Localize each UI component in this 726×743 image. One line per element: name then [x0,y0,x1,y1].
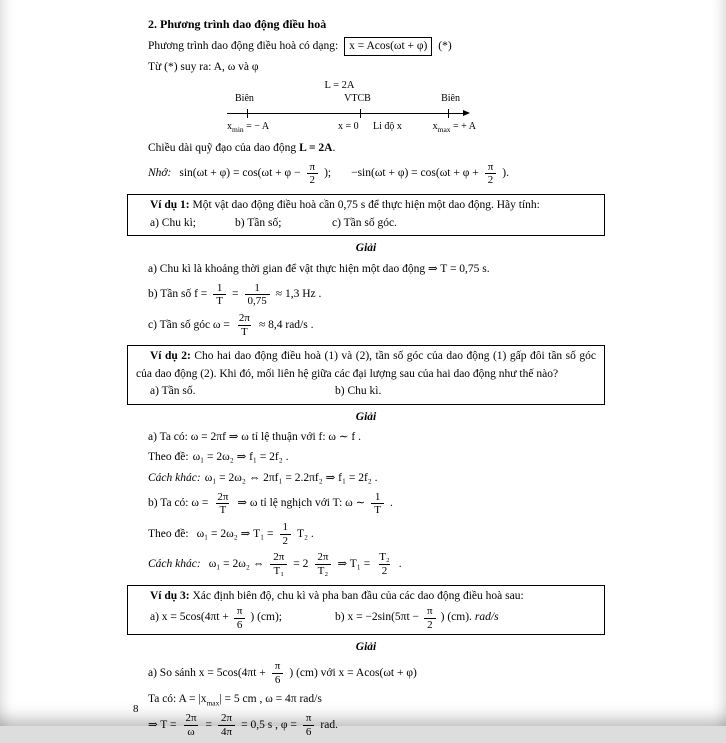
vd3-a-end: ) (cm); [250,611,282,624]
page-number: 8 [133,703,139,715]
vd3-solution-2 [148,691,605,709]
equation-intro-text: Phương trình dao động điều hoà có dạng: [148,40,339,52]
vd2-b1-text: b) Ta có: ω = [148,497,209,510]
fraction-denominator: T₂ [315,564,332,578]
fraction-1-over-075 [245,282,270,308]
vd1-solution-a: a) Chu kì là khoảng thời gian để vật thực hiện một dao động ⇒ T = 0,75 s. [148,262,490,275]
fraction-numerator: 2π [185,712,197,725]
fraction-denominator: T [216,503,229,517]
giai-heading-1: Giải [355,242,377,255]
vd2-b3-arrow: ⇒ T₁ = [337,557,371,570]
trajectory-text: Chiều dài quỹ đạo của dao động [148,141,300,154]
vd1-b-equals: = [232,288,239,301]
vd3-s1-text: a) So sánh x = 5cos(4πt + [148,666,266,679]
fraction-denominator: 2 [424,618,436,632]
vd2-solution-a3 [148,470,605,487]
diagram-bien-right-label: Biên [441,92,460,104]
equation-star: (*) [438,40,452,52]
nho-identity-line [148,161,605,187]
vd3-a-text: a) x = 5cos(4πt + [150,611,229,624]
diagram-lido-label: Li độ x [373,120,402,132]
diagram-axis-line [227,113,465,114]
example-1-item-a: a) Chu kì; [150,216,196,229]
vd1-c-text: c) Tần số góc ω = [148,318,230,331]
example-2-item-a: a) Tần số. [150,385,196,398]
fraction-denominator: 2 [307,173,319,187]
fraction-pi-over-2 [485,161,497,187]
fraction-denominator: 2 [280,534,292,548]
vd3-solution-3 [148,712,605,738]
diagram-bien-left-label: Biên [235,92,254,104]
fraction-pi-over-2 [307,161,319,187]
theo-de-label: Theo đề: [148,527,189,540]
equation-line [148,37,605,56]
vd3-s2-text: Ta có: A = |x [148,692,207,705]
diagram-x0-label: x = 0 [338,120,359,132]
fraction-denominator: 6 [234,618,246,632]
fraction-2pi-over-T [214,491,231,517]
fraction-1-over-2 [280,521,292,547]
page-content [127,13,605,743]
example-1-body: Một vật dao động điều hoà cần 0,75 s để thực hiện một dao động. Hãy tính: [189,199,540,212]
xmin-symbol: x [227,120,232,132]
oscillation-axis-diagram [227,79,476,137]
vd2-b1-end: . [389,497,393,510]
fraction-numerator: 2π [217,490,229,503]
vd2-a3-text: ω₁ = 2ω₂ ⇔ 2πf₁ = 2.2πf₂ ⇒ f₁ = 2f₂ . [204,471,378,484]
vd3-b-end: ) (cm). [440,611,472,624]
fraction-numerator: π [305,712,312,725]
cach-khac-label: Cách khác: [148,471,201,484]
vd1-b-result: ≈ 1,3 Hz . [275,288,322,301]
diagram-length-label: L = 2A [324,79,355,91]
theo-de-label: Theo đề: [148,451,189,464]
cach-khac-label: Cách khác: [148,557,201,570]
example-3-statement [136,588,596,605]
vd2-solution-b3 [148,551,605,577]
fraction-denominator: 2 [485,173,497,187]
nho-eq1-close: ); [324,167,332,180]
giai-heading-2: Giải [355,410,377,423]
fraction-numerator: π [487,160,494,173]
vd3-s2-end: | = 5 cm , ω = 4π rad/s [219,692,322,705]
trajectory-end: . [332,141,336,154]
fraction-denominator: T [371,503,384,517]
xmin-subscript: min [232,124,244,134]
vd3-s3-end: rad. [320,718,338,731]
trajectory-length-line [148,140,605,157]
vd2-solution-b1 [148,491,605,517]
fraction-denominator: 0,75 [245,294,270,308]
vd2-b3-text: ω₁ = 2ω₂ ⇔ [208,557,265,570]
fraction-1-over-T [371,491,384,517]
fraction-numerator: π [427,604,433,617]
fraction-numerator: π [236,604,243,617]
fraction-denominator: 6 [272,673,284,687]
fraction-T2-over-2 [376,551,393,577]
from-star-line: Từ (*) suy ra: A, ω và φ [148,61,259,74]
diagram-vtcb-label: VTCB [344,92,371,104]
vd2-b3-end: . [398,557,402,570]
vd3-s3-text: ⇒ T = [148,718,177,731]
fraction-2pi-over-4pi [218,712,235,738]
fraction-numerator: π [274,660,281,673]
fraction-2pi-over-T2 [314,551,331,577]
diagram-tick-left [247,109,248,118]
example-2-items [150,383,596,401]
vd2-solution-a2 [148,449,605,466]
trajectory-bold: L = 2A [299,141,333,154]
vd2-b2-text: ω₁ = 2ω₂ ⇒ T₁ = [196,527,274,540]
fraction-denominator: T [213,294,226,308]
xmin-value: = − A [246,120,270,132]
fraction-numerator: 1 [374,490,381,503]
xmax-symbol: x [432,120,438,132]
example-1-title: Ví dụ 1: [150,199,190,212]
vd3-b-text: b) x = −2sin(5πt − [335,611,420,624]
example-1-items [150,214,596,232]
example-3-title: Ví dụ 3: [150,589,190,602]
example-1-statement [136,197,596,214]
vd2-b2-end: T₂ . [297,527,314,540]
fraction-pi-over-6 [234,605,246,631]
example-2-item-b: b) Chu kì. [335,385,382,398]
vd2-solution-b2 [148,521,605,547]
diagram-tick-center [360,109,361,118]
fraction-pi-over-6 [272,660,284,686]
fraction-2pi-over-T1 [270,551,287,577]
xmax-value: = + A [453,120,476,132]
fraction-pi-over-2 [424,605,436,631]
fraction-numerator: T₂ [379,551,390,564]
section-heading: 2. Phương trình dao động điều hoà [148,17,327,31]
vd2-b3-times: = 2 [293,557,309,570]
xmax-subscript: max [437,124,451,134]
diagram-tick-right [448,109,449,118]
example-2-statement [136,348,596,383]
fraction-denominator: T₁ [270,564,287,578]
fraction-numerator: 2π [273,551,285,564]
fraction-denominator: T [238,325,251,339]
boxed-formula: x = Acos(ωt + φ) [344,37,432,56]
example-2-box [127,345,605,405]
vd2-b1-mid: ⇒ ω tỉ lệ nghịch với T: ω ∼ [237,497,366,510]
vd1-solution-c [148,312,605,338]
fraction-denominator: 2 [379,564,391,578]
fraction-denominator: ω [184,725,197,739]
fraction-1-over-T [213,282,226,308]
example-1-item-c: c) Tần số góc. [332,216,397,229]
example-1-box [127,194,605,236]
example-3-items [150,605,596,631]
fraction-pi-over-6 [303,712,315,738]
fraction-denominator: 4π [218,725,235,739]
vd2-a2-text: ω₁ = 2ω₂ ⇒ f₁ = 2f₂ . [192,451,289,464]
vd1-solution-b [148,282,605,308]
diagram-xmax-label [433,121,476,134]
vd3-s1-end: ) (cm) với x = Acos(ωt + φ) [289,666,417,679]
fraction-numerator: 1 [254,281,260,294]
nho-label: Nhớ: [148,167,172,180]
fraction-numerator: 1 [216,281,223,294]
example-2-body: Cho hai dao động điều hoà (1) và (2), tần số góc của dao động (1) gấp đôi tần số góc của dao động (2). Khi đó, mối liên hệ giữa các đại lượng sau của hai dao động như thế nào? [136,350,596,380]
vd3-s3-mid: = 0,5 s , φ = [241,718,297,731]
giai-heading-3: Giải [355,641,377,654]
example-2-title: Ví dụ 2: [150,350,191,363]
diagram-xmin-label [227,121,269,134]
vd3-solution-1 [148,660,605,686]
vd1-b-text: b) Tần số f = [148,288,208,301]
diagram-axis-arrow-icon [463,110,470,116]
fraction-denominator: 6 [303,725,315,739]
example-3-box [127,585,605,636]
vd2-solution-a1: a) Ta có: ω = 2πf ⇒ ω tỉ lệ thuận với f: ω ∼ f . [148,431,361,444]
fraction-numerator: π [309,160,316,173]
fraction-numerator: 2π [221,712,233,725]
example-3-item-a [150,605,335,631]
nho-eq1: sin(ωt + φ) = cos(ωt + φ − [179,167,301,180]
fraction-2pi-over-T [236,312,253,338]
fraction-numerator: 2π [317,551,329,564]
vd3-b-unit: rad/s [474,611,499,624]
nho-eq2: −sin(ωt + φ) = cos(ωt + φ + [351,167,479,180]
vd3-s3-eq: = [205,718,213,731]
example-3-body: Xác định biên độ, chu kì và pha ban đầu của các dao động điều hoà sau: [189,589,524,602]
example-1-item-b: b) Tần số; [235,216,282,229]
xmax-subscript: max [206,698,220,708]
fraction-2pi-over-omega [182,712,199,738]
fraction-numerator: 1 [282,521,288,534]
fraction-numerator: 2π [238,312,250,325]
nho-eq2-close: ). [502,167,509,180]
example-3-item-b [335,605,499,631]
vd1-c-result: ≈ 8,4 rad/s . [258,318,314,331]
